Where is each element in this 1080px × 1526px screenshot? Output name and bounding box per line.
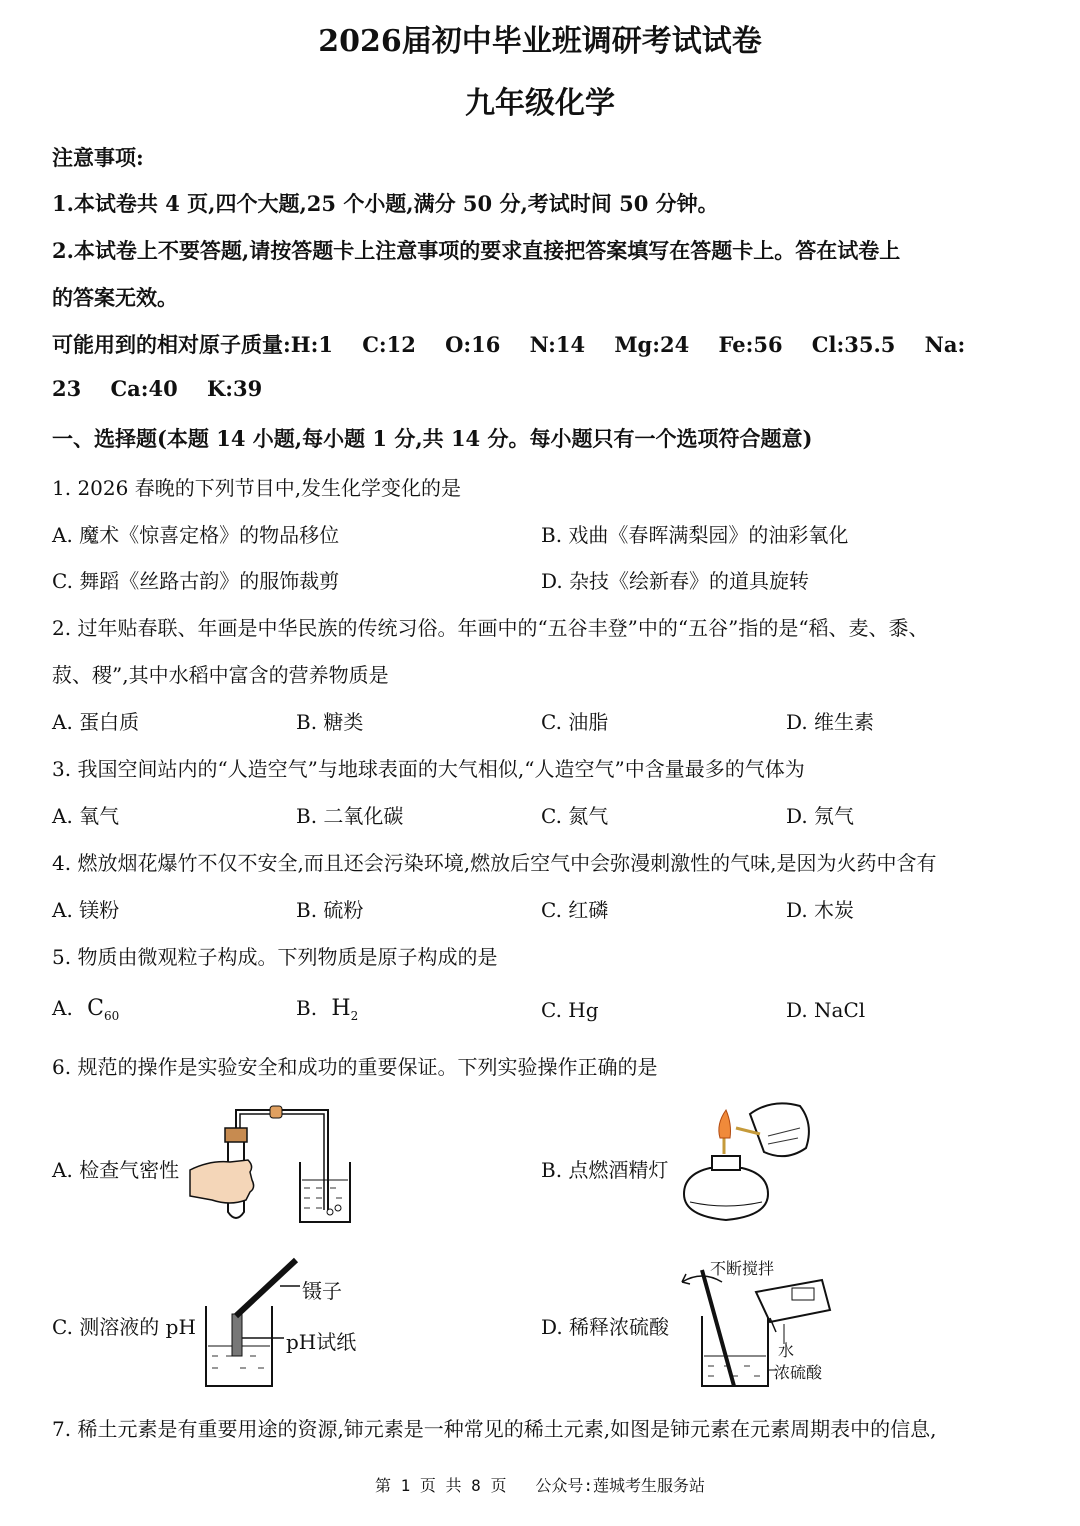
q5-option-a-prefix: A. [52,996,73,1020]
q6-option-c: C. 测溶液的 pH [52,1315,196,1339]
q1-option-c: C. 舞蹈《丝路古韵》的服饰裁剪 [52,569,340,593]
q4-option-b: B. 硫粉 [296,898,364,922]
q1-option-d: D. 杂技《绘新春》的道具旋转 [541,569,810,593]
q4-option-d: D. 木炭 [786,898,855,922]
alcohol-lamp-diagram [676,1096,816,1236]
atomic-mass-line-b: 23 Ca:40 K:39 [52,376,263,401]
q5-option-b-subscript: 2 [350,1009,359,1023]
q4-option-c: C. 红磷 [541,898,609,922]
page-footer: 第 1 页 共 8 页 公众号:莲城考生服务站 [375,1476,705,1495]
q6-option-b: B. 点燃酒精灯 [541,1158,669,1182]
q2-option-a: A. 蛋白质 [52,710,140,734]
q5-stem: 5. 物质由微观粒子构成。下列物质是原子构成的是 [52,945,498,969]
q1-option-a: A. 魔术《惊喜定格》的物品移位 [52,523,340,547]
q3-option-c: C. 氮气 [541,804,609,828]
notice-heading: 注意事项: [52,145,144,170]
q5-option-a-formula: C [87,996,105,1021]
delivery-tube-icon [236,1110,328,1210]
q5-option-d: D. NaCl [786,998,866,1022]
q3-option-b: B. 二氧化碳 [296,804,404,828]
q6-stem: 6. 规范的操作是实验安全和成功的重要保证。下列实验操作正确的是 [52,1055,658,1079]
q5-option-a [52,996,119,1023]
notice-line-1: 1.本试卷共 4 页,四个大题,25 个小题,满分 50 分,考试时间 50 分钟。 [52,191,719,216]
ph-paper-label: pH试纸 [286,1330,357,1354]
notice-line-2a: 2.本试卷上不要答题,请按答题卡上注意事项的要求直接把答案填写在答题卡上。答在试卷上 [52,238,901,263]
q3-stem: 3. 我国空间站内的“人造空气”与地球表面的大气相似,“人造空气”中含量最多的气体为 [52,757,805,781]
q3-option-d: D. 氖气 [786,804,855,828]
atomic-mass-line-a: 可能用到的相对原子质量:H:1 C:12 O:16 N:14 Mg:24 Fe:56 Cl:35.5 Na: [52,332,966,357]
hand-icon [190,1160,254,1203]
ph-paper-icon [232,1314,242,1356]
acid-label: 浓硫酸 [774,1363,823,1382]
q2-option-c: C. 油脂 [541,710,609,734]
page-subtitle: 九年级化学 [465,86,615,121]
notice-line-2b: 的答案无效。 [52,285,178,310]
q4-stem: 4. 燃放烟花爆竹不仅不安全,而且还会污染环境,燃放后空气中会弥漫刺激性的气味,是因为火药中含有 [52,851,937,875]
glass-rod-icon [702,1270,734,1386]
tweezers-icon [236,1260,296,1316]
stopper-icon [225,1128,247,1142]
q5-option-c: C. Hg [541,998,599,1022]
q2-stem-a: 2. 过年贴春联、年画是中华民族的传统习俗。年画中的“五谷丰登”中的“五谷”指的是“稻、麦、黍、 [52,616,929,640]
q5-option-b [296,996,358,1023]
acid-bottle-icon [756,1280,830,1322]
q6-option-a: A. 检查气密性 [52,1158,180,1182]
q4-option-a: A. 镁粉 [52,898,120,922]
q2-option-d: D. 维生素 [786,710,875,734]
airtightness-check-diagram [190,1100,360,1230]
q2-stem-b: 菽、稷”,其中水稻中富含的营养物质是 [52,663,389,687]
q7-stem: 7. 稀土元素是有重要用途的资源,铈元素是一种常见的稀土元素,如图是铈元素在元素周期表中的信息, [52,1417,937,1441]
alcohol-lamp-icon [684,1168,768,1220]
q2-option-b: B. 糖类 [296,710,364,734]
ph-test-diagram [200,1256,370,1392]
beaker-icon [300,1162,350,1222]
page-title: 2026届初中毕业班调研考试试卷 [318,24,762,59]
q5-option-b-prefix: B. [296,996,318,1020]
tweezers-label: 镊子 [302,1279,342,1303]
stir-label: 不断搅拌 [710,1259,775,1278]
q3-option-a: A. 氧气 [52,804,120,828]
q1-option-b: B. 戏曲《春晖满梨园》的油彩氧化 [541,523,849,547]
flame-icon [719,1110,731,1138]
q1-stem: 1. 2026 春晚的下列节目中,发生化学变化的是 [52,476,462,500]
section-1-heading: 一、选择题(本题 14 小题,每小题 1 分,共 14 分。每小题只有一个选项符合题意) [52,426,813,451]
q5-option-b-formula: H [331,996,351,1021]
water-label: 水 [778,1341,795,1360]
q5-option-a-subscript: 60 [104,1009,120,1023]
q6-option-d: D. 稀释浓硫酸 [541,1315,670,1339]
